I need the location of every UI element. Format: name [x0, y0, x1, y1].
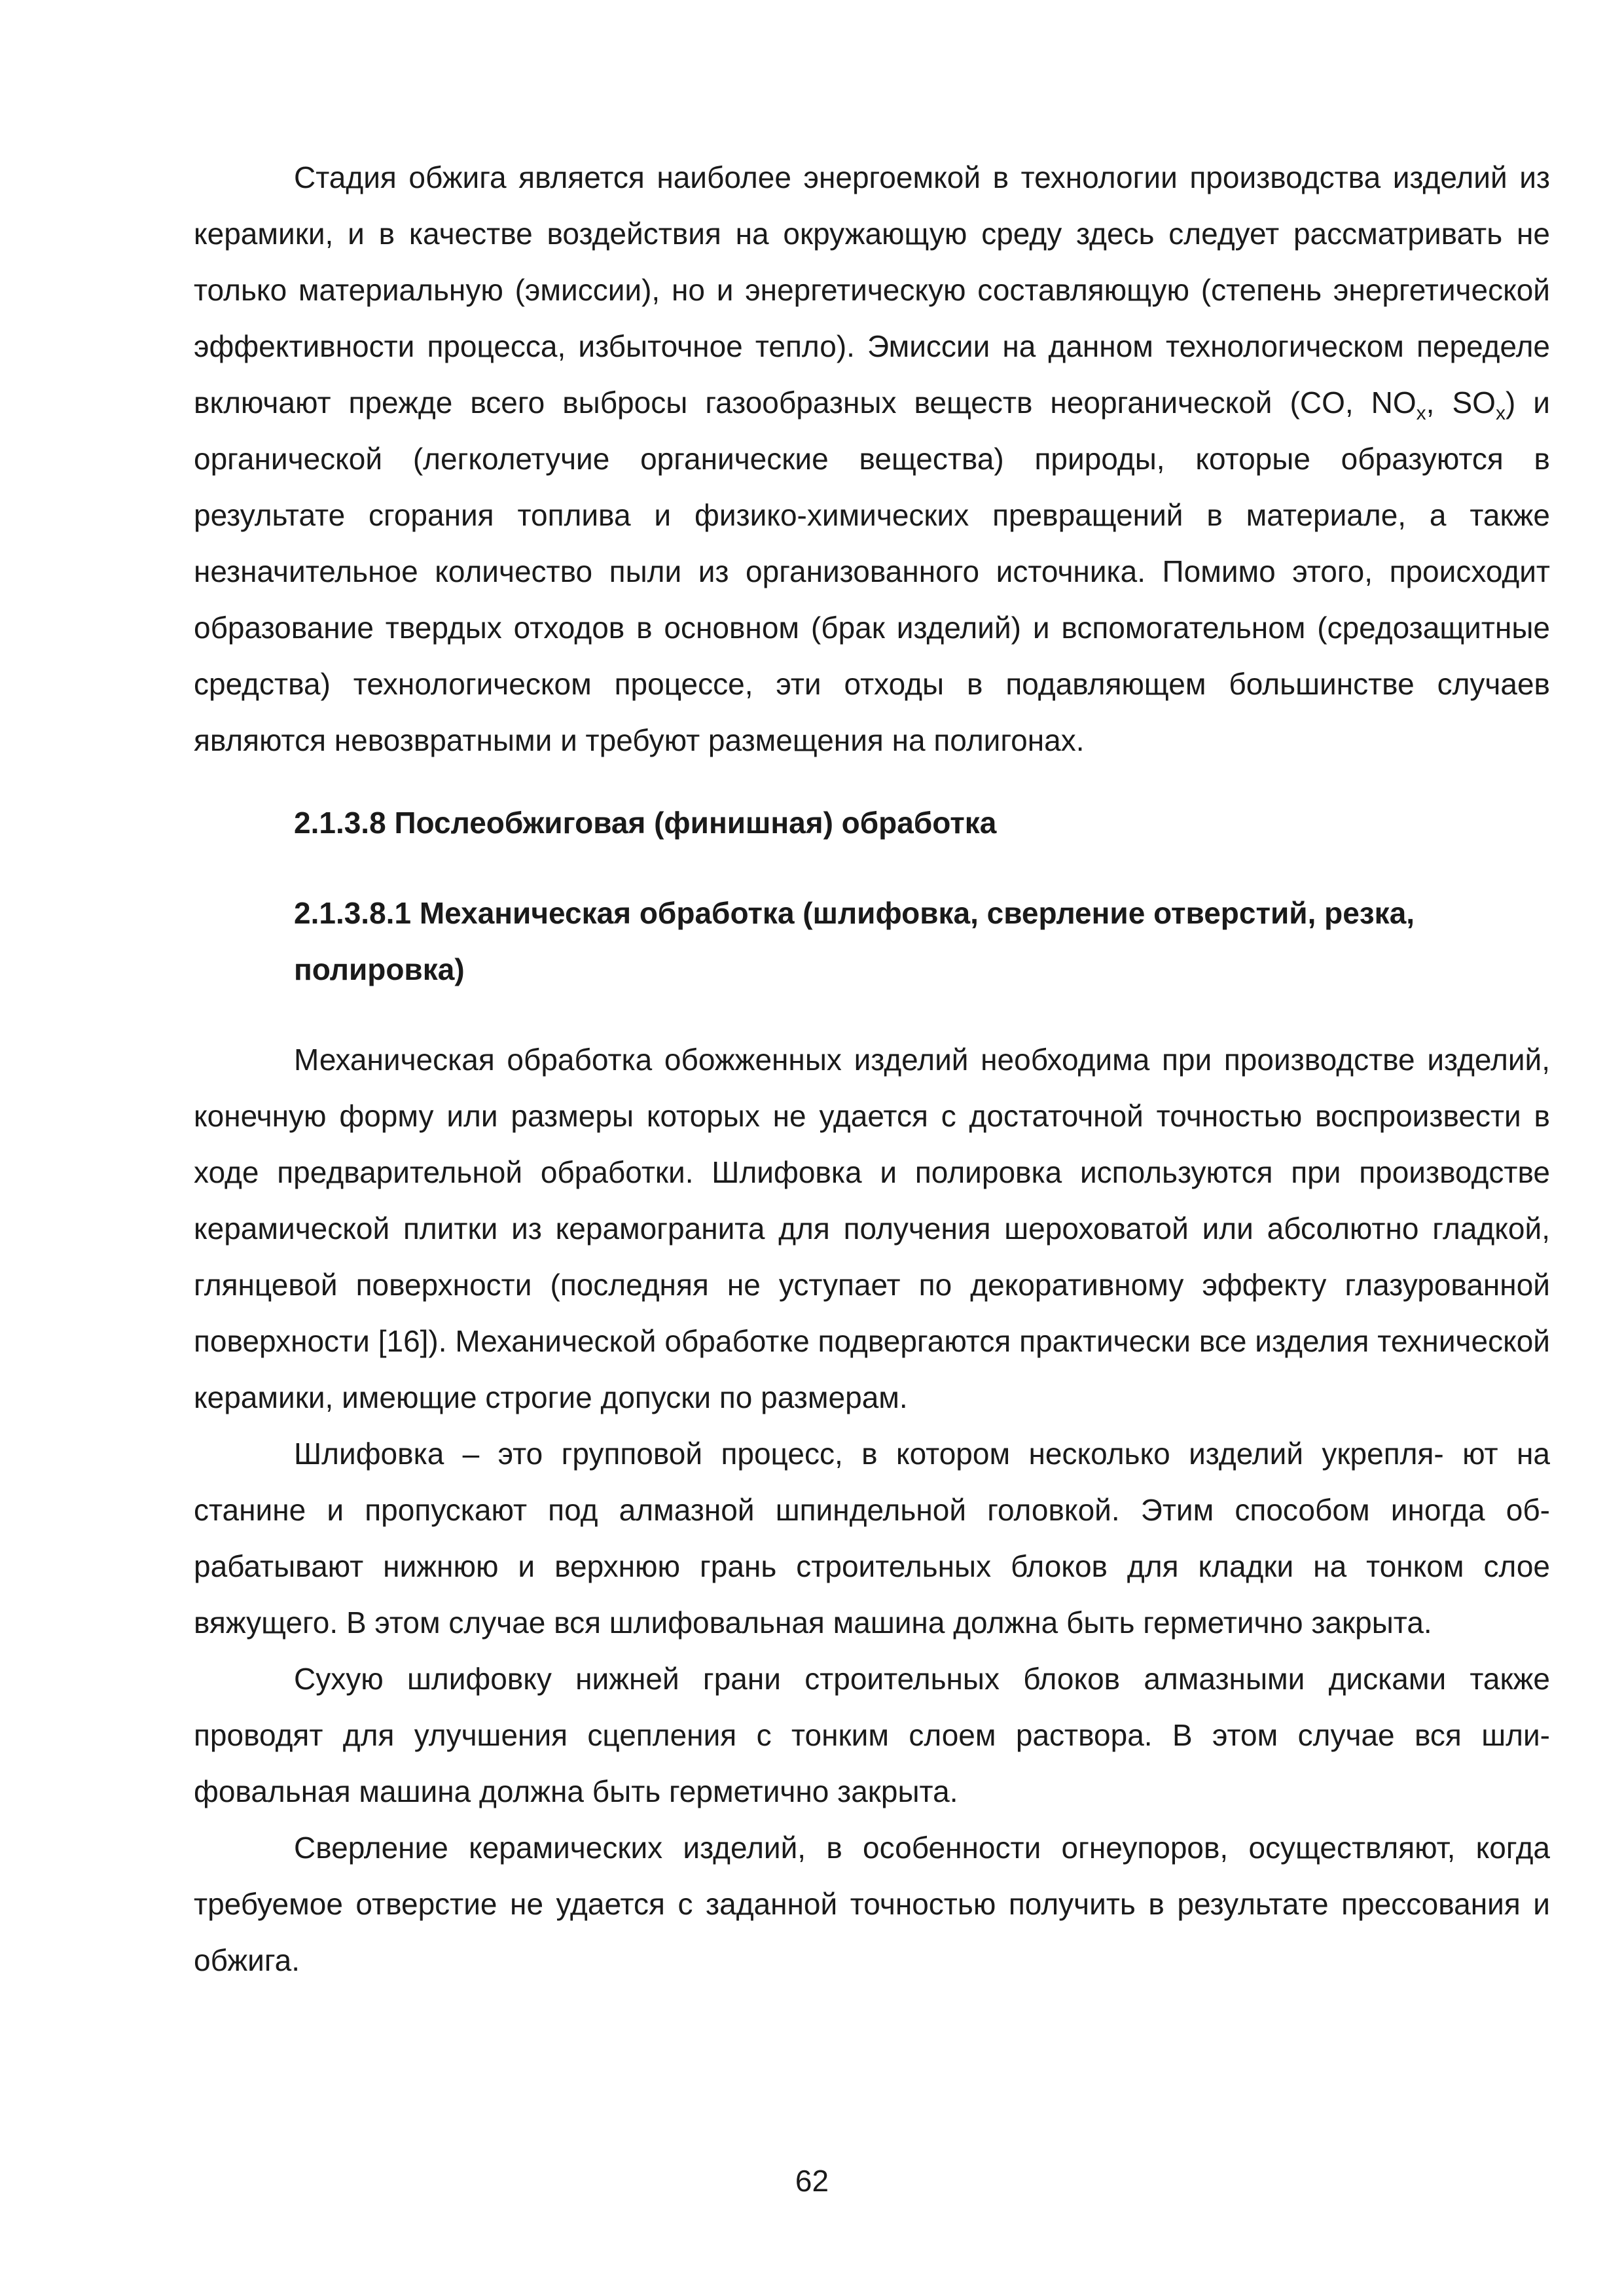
paragraph-dry-grinding: Сухую шлифовку нижней грани строительных блоков алмазными дисками также проводят для улучшения сцепления с тонким слоем раствора. В этом случае вся шлифовальная машина должна быть герметично закрыта. — [194, 1662, 1550, 1808]
paragraph-text: , SO — [1426, 386, 1496, 420]
subscript: x — [1495, 403, 1506, 424]
paragraph-text: Стадия обжига является наиболее энергоемкой в технологии производства изделий из керамики, и в качестве воздействия на окружающую среду здесь следует рассматривать не только материальную (эмиссии), но и энергетическую составляющую (степень энергетической эффективности процесса, избыточное тепло). Эмиссии на данном технологическом переделе включают прежде всего выбросы газообразных веществ неорганической (CO, NO — [194, 160, 1550, 420]
subscript: x — [1416, 403, 1426, 424]
paragraph-drilling: Сверление керамических изделий, в особенности огнеупоров, осуществляют, когда требуемое отверстие не удается с заданной точностью получить в результате прессования и обжига. — [194, 1831, 1550, 1977]
paragraph-firing-stage — [194, 149, 1550, 768]
section-heading: 2.1.3.8 Послеобжиговая (финишная) обработка — [294, 806, 997, 840]
paragraph-text: ) и органической (легколетучие органические вещества) природы, которые образуются в результате сгорания топлива и физико-химических превращений в материале, а также незначительное количество пыли из организованного источника. Помимо этого, происходит образование твердых отходов в основном (брак изделий) и вспомогательном (средозащитные средства) технологическом процессе, эти отходы в подавляющем большинстве случаев являются невозвратными и требуют размещения на полигонах. — [194, 386, 1550, 757]
document-page — [194, 149, 1550, 1988]
paragraph-grinding: Шлифовка – это групповой процесс, в котором несколько изделий укрепля- ют на станине и пропускают под алмазной шпиндельной головкой. Этим способом иногда обрабатывают нижнюю и верхнюю грань строительных блоков для кладки на тонком слое вяжущего. В этом случае вся шлифовальная машина должна быть герметично закрыта. — [194, 1437, 1550, 1640]
paragraph-mechanical-processing: Механическая обработка обожженных изделий необходима при производстве изделий, конечную форму или размеры которых не удается с достаточной точностью воспроизвести в ходе предварительной обработки. Шлифовка и полировка используются при производстве керамической плитки из керамогранита для получения шероховатой или абсолютно гладкой, глянцевой поверхности (последняя не уступает по декоративному эффекту глазурованной поверхности [16]). Механической обработке подвергаются практически все изделия технической керамики, имеющие строгие допуски по размерам. — [194, 1043, 1550, 1414]
page-number: 62 — [795, 2164, 829, 2198]
subsection-heading: 2.1.3.8.1 Механическая обработка (шлифовка, сверление отверстий, резка, полировка) — [294, 896, 1415, 986]
